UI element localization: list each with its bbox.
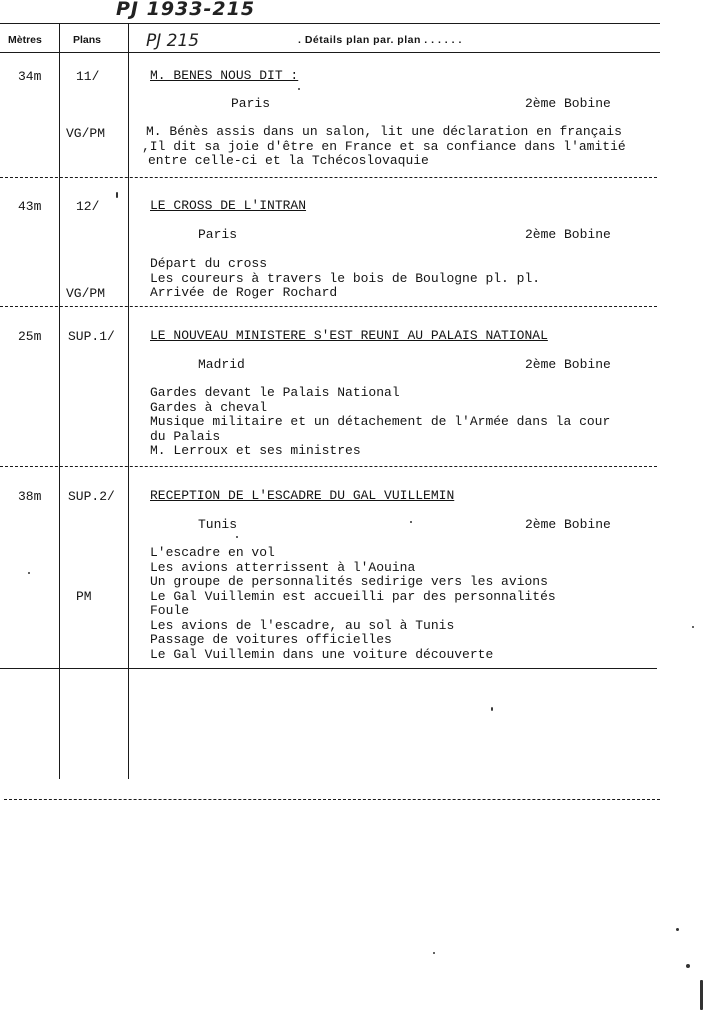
segment-plan-type: VG/PM	[66, 126, 106, 141]
description-line: ,Il dit sa joie d'être en France et sa confiance dans l'amitié	[142, 138, 626, 154]
description-line: M. Lerroux et ses ministres	[150, 443, 361, 458]
scan-speck	[686, 964, 690, 968]
column-divider-plans	[128, 23, 129, 779]
row-separator	[0, 177, 657, 178]
description-line: Départ du cross	[150, 256, 268, 271]
description-line: Foule	[150, 603, 190, 618]
scan-speck	[692, 626, 694, 628]
segment-plan-type: VG/PM	[66, 286, 106, 301]
description-line: Les avions atterrissent à l'Aouina	[150, 559, 416, 575]
segment-plan-number: SUP.1/	[68, 329, 115, 344]
header-bottom-rule	[0, 52, 660, 53]
description-line: du Palais	[150, 428, 221, 444]
segment-description	[150, 386, 610, 459]
segment-title: LE NOUVEAU MINISTERE S'EST REUNI AU PALAIS NATIONAL	[150, 328, 548, 343]
description-line: Arrivée de Roger Rochard	[150, 285, 338, 300]
scan-speck	[433, 952, 435, 954]
row-separator	[0, 466, 657, 467]
scan-speck	[116, 192, 118, 198]
description-line: Les avions de l'escadre, au sol à Tunis	[150, 617, 455, 633]
description-line: L'escadre en vol	[150, 545, 275, 560]
segment-place: Tunis	[198, 517, 238, 532]
segment-metres: 43m	[18, 199, 42, 214]
segment-reel: 2ème Bobine	[525, 357, 611, 372]
description-line: Passage de voitures officielles	[150, 632, 392, 647]
handwritten-reference: PJ 1933-215	[116, 0, 256, 20]
segment-plan-number: 12/	[76, 199, 100, 214]
table-top-rule	[0, 23, 660, 24]
header-metres: Mètres	[8, 34, 42, 46]
segment-title: RECEPTION DE L'ESCADRE DU GAL VUILLEMIN	[150, 488, 455, 503]
segment-reel: 2ème Bobine	[525, 96, 611, 111]
segment-plan-number: 11/	[76, 69, 100, 84]
scan-speck	[28, 572, 30, 574]
segment-plan-type: PM	[76, 589, 92, 604]
description-line: Les coureurs à travers le bois de Boulogne pl. pl.	[150, 270, 541, 286]
segment-title: LE CROSS DE L'INTRAN	[150, 198, 307, 213]
description-line: Le Gal Vuillemin est accueilli par des personnalités	[150, 588, 556, 604]
segment-place: Madrid	[198, 357, 245, 372]
scan-speck	[676, 928, 679, 931]
scan-speck	[298, 88, 300, 90]
column-divider-metres	[59, 23, 60, 779]
segment-plan-number: SUP.2/	[68, 489, 115, 504]
handwritten-plans-reference: PJ 215	[146, 31, 200, 51]
description-line: Le Gal Vuillemin dans une voiture découverte	[150, 646, 494, 662]
header-plans: Plans	[73, 34, 102, 46]
segment-reel: 2ème Bobine	[525, 227, 611, 242]
description-line: entre celle-ci et la Tchécoslovaquie	[148, 153, 429, 168]
segment-metres: 34m	[18, 69, 42, 84]
description-line: M. Bénès assis dans un salon, lit une déclaration en français	[146, 124, 622, 139]
description-line: Un groupe de personnalités sedirige vers les avions	[150, 574, 548, 589]
description-line: Gardes devant le Palais National	[150, 385, 400, 400]
description-line: Gardes à cheval	[150, 399, 268, 415]
segment-place: Paris	[198, 227, 238, 242]
segment-place: Paris	[231, 96, 271, 111]
scan-speck	[491, 707, 493, 711]
row-separator	[0, 306, 657, 307]
row-separator	[0, 668, 657, 669]
header-details: . Détails plan par. plan . . . . . .	[298, 34, 462, 46]
page-bottom-rule	[4, 799, 660, 800]
description-line: Musique militaire et un détachement de l'Armée dans la cour	[150, 414, 611, 429]
scan-speck	[236, 536, 238, 538]
segment-description	[150, 257, 540, 301]
segment-reel: 2ème Bobine	[525, 517, 611, 532]
segment-description	[142, 124, 626, 169]
segment-metres: 25m	[18, 329, 42, 344]
segment-metres: 38m	[18, 489, 42, 504]
segment-description	[150, 546, 556, 662]
scan-edge-mark	[700, 980, 703, 1010]
segment-title: M. BENES NOUS DIT :	[150, 68, 299, 83]
scan-speck	[410, 521, 412, 523]
